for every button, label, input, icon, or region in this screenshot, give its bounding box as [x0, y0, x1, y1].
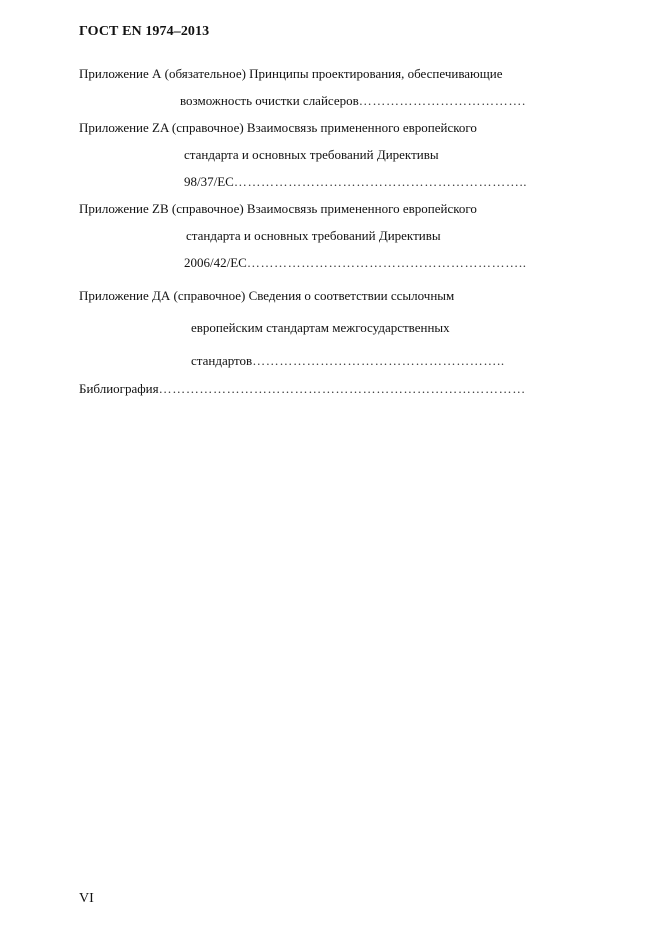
toc-dot-leader: ……………………………………………………………………… — [158, 381, 526, 396]
toc-entry-text: Приложение ZB (справочное) Взаимосвязь примененного европейского — [79, 201, 477, 216]
toc-entry-annex-za-line-1 — [79, 120, 477, 136]
toc-entry-annex-a-line-2 — [180, 93, 526, 109]
page-number: VI — [79, 891, 94, 906]
toc-entry-annex-zb-line-1 — [79, 201, 477, 217]
toc-entry-annex-da-line-3 — [191, 353, 505, 369]
toc-entry-annex-za-line-2 — [184, 147, 439, 163]
toc-entry-text: Библиография — [79, 381, 159, 396]
toc-entry-text: стандарта и основных требований Директивы — [184, 147, 439, 162]
toc-entry-annex-da-line-1 — [79, 288, 454, 304]
toc-entry-text: европейским стандартам межгосударственных — [191, 320, 450, 335]
toc-entry-text: Приложение ZA (справочное) Взаимосвязь примененного европейского — [79, 120, 477, 135]
toc-entry-annex-za-line-3 — [184, 174, 527, 190]
toc-dot-leader: ……………………………………………….. — [252, 353, 505, 368]
toc-entry-text: стандартов — [191, 353, 253, 368]
toc-dot-leader: ……………………………………………………….. — [233, 174, 528, 189]
toc-entry-text: стандарта и основных требований Директивы — [186, 228, 441, 243]
toc-dot-leader: …………………………………………………….. — [246, 255, 527, 270]
toc-entry-annex-da-line-2 — [191, 320, 450, 336]
toc-dot-leader: ………………………………. — [358, 93, 526, 108]
toc-entry-text: 98/37/ЕС — [184, 174, 234, 189]
toc-entry-bibliography — [79, 381, 526, 397]
toc-entry-text: Приложение А (обязательное) Принципы проектирования, обеспечивающие — [79, 66, 503, 81]
toc-entry-annex-a-line-1 — [79, 66, 503, 82]
toc-entry-annex-zb-line-3 — [184, 255, 527, 271]
toc-entry-annex-zb-line-2 — [186, 228, 441, 244]
document-header-title: ГОСТ EN 1974–2013 — [79, 24, 210, 39]
toc-entry-text: 2006/42/ЕС — [184, 255, 247, 270]
toc-entry-text: возможность очистки слайсеров — [180, 93, 359, 108]
toc-entry-text: Приложение ДА (справочное) Сведения о соответствии ссылочным — [79, 288, 455, 303]
